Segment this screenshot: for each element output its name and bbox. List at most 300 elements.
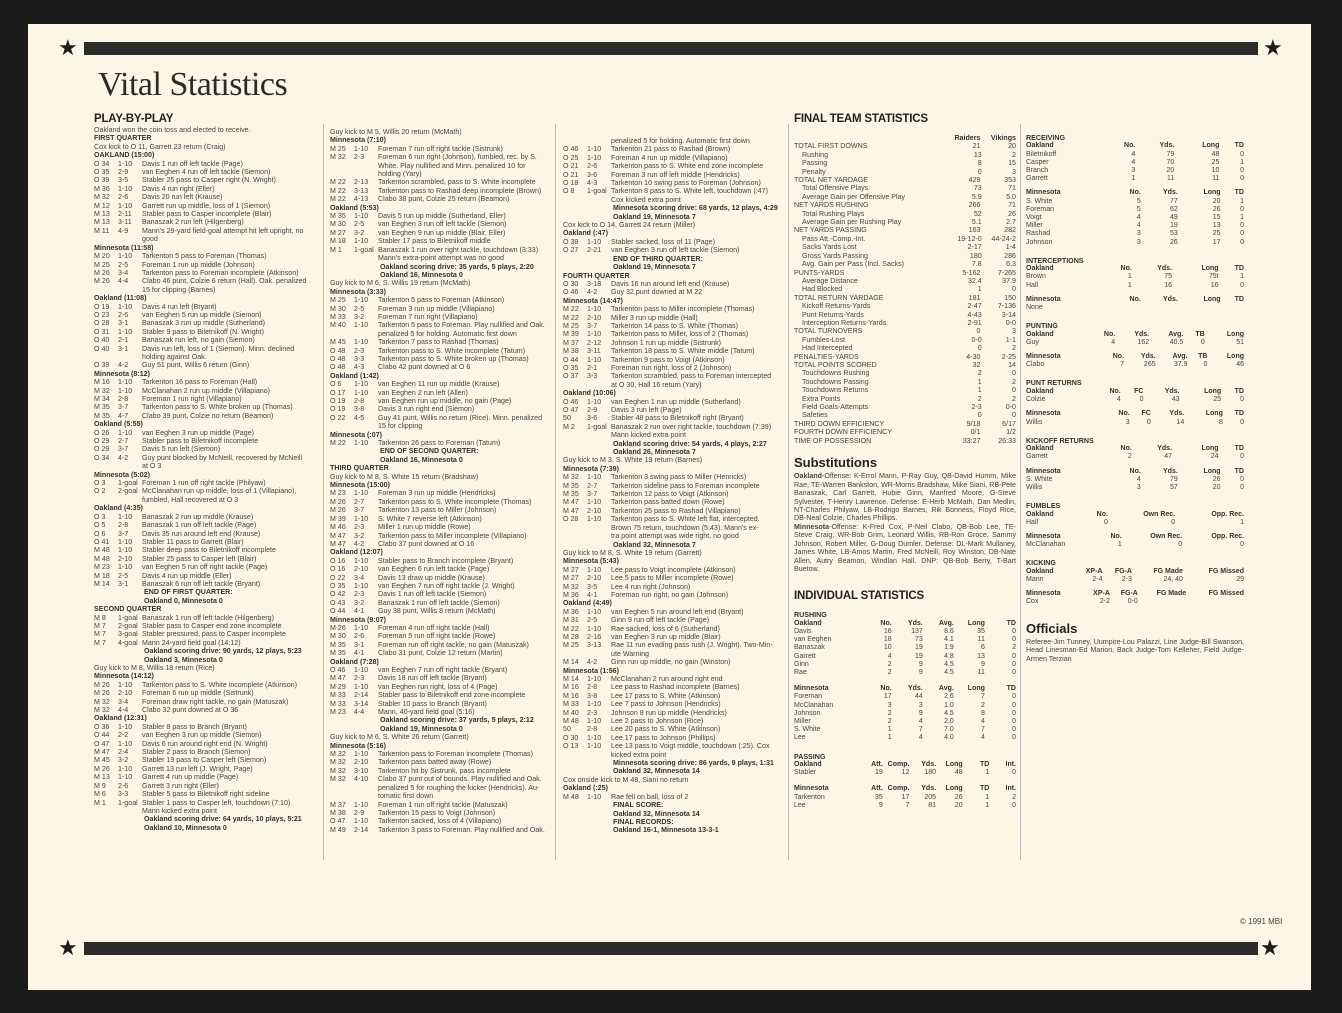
- table-cell: 0: [1240, 238, 1244, 246]
- play-description: Tarkenton hit by Sistrunk, pass incomplete: [378, 766, 511, 775]
- play-description: Foreman run right, no gain (Johnson): [611, 590, 729, 599]
- down-distance: 1-10: [587, 792, 602, 801]
- play-line: [94, 521, 318, 529]
- raiders-value: 7.8: [971, 260, 982, 269]
- play-description: Banaszak 2 run left (Hilgenberg): [142, 218, 244, 227]
- raiders-value: 429: [968, 176, 981, 185]
- header-cell: Minnesota: [1026, 467, 1061, 475]
- field-position: O 23: [94, 310, 110, 319]
- table-cell: 17: [901, 793, 910, 801]
- table-cell: 24, 40: [1163, 575, 1183, 583]
- play-description: Guy 32 punt downed at M 22: [611, 288, 703, 297]
- punt-returns-label: PUNT RETURNS: [1026, 379, 1082, 388]
- table-cell: 75t: [1208, 273, 1219, 281]
- table-cell: 4: [918, 717, 923, 725]
- down-distance: 1-10: [354, 623, 369, 632]
- play-line: [330, 178, 552, 186]
- field-position: M 47: [563, 498, 579, 507]
- table-cell: 1: [1117, 541, 1122, 549]
- table-row: [794, 794, 1016, 802]
- table-cell: Lee: [794, 801, 806, 809]
- play-line: [563, 171, 785, 179]
- header-cell: Comp.: [887, 785, 910, 793]
- down-distance: 1-goal: [354, 245, 374, 254]
- minnesota-table: [1026, 590, 1244, 606]
- play-description: van Eeghen 6 run left tackle (Page): [378, 565, 490, 574]
- down-distance: 2-3: [354, 346, 365, 355]
- table-cell: 10: [1211, 167, 1220, 175]
- down-distance: 1-10: [587, 624, 602, 633]
- play-description: Tarkenton pass to Foreman incomplete (Thomas): [378, 750, 533, 759]
- column-divider: [788, 124, 789, 860]
- play-description: Foreman run right, loss of 2 (Johnson): [611, 363, 732, 372]
- down-distance: 3-2: [354, 312, 365, 321]
- play-note: Brown 75 return, touchdown (5:43). Mann's ex-: [611, 523, 759, 532]
- play-description: Stabler 2 pass to Branch (Siemon): [142, 748, 251, 757]
- play-line: [330, 683, 552, 691]
- team-stat-label: NET YARDS PASSING: [794, 226, 867, 235]
- play-description: Foreman 1 run off right tackle (Matuszak): [378, 800, 508, 809]
- header-cell: TD: [979, 760, 990, 768]
- table-cell: 0: [1012, 693, 1016, 701]
- play-description: van Eeghen 3 run up middle (Siemon): [142, 731, 262, 740]
- play-description: Tarkenton pass batted away (Rowe): [378, 758, 492, 767]
- play-line: [330, 758, 552, 766]
- table-row: [794, 693, 1016, 701]
- vikings-value: 3: [1012, 327, 1016, 336]
- play-description: van Eeghen run up middle, no gain (Page): [378, 397, 512, 405]
- play-line: [330, 347, 552, 355]
- field-position: M 46: [330, 523, 346, 532]
- play-note: Cox onside kick to M 48, Siani no return: [563, 775, 689, 784]
- header-cell: Minnesota: [1026, 353, 1061, 361]
- field-position: O 39: [94, 176, 110, 185]
- header-cell: No.: [1120, 445, 1132, 453]
- play-note: White. Play nullified and Minn. penalized 10 for: [378, 161, 526, 170]
- play-description: Clabo 38 punt, Colzie 25 return (Beamon): [378, 195, 510, 204]
- team-stat-label: Sacks Yards Lost: [802, 243, 857, 252]
- table-cell: 79: [1166, 150, 1175, 158]
- down-distance: 1-goal: [587, 187, 607, 196]
- play-line: [94, 277, 318, 285]
- team-stat-label: Field Goals-Attempts: [802, 403, 869, 411]
- header-cell: Yds.: [1163, 189, 1178, 197]
- header-cell: Yds.: [1157, 445, 1173, 453]
- header-cell: TD: [1234, 142, 1244, 150]
- down-distance: 1-10: [118, 378, 133, 387]
- field-position: M 32: [330, 750, 346, 759]
- play-line: [330, 708, 552, 716]
- drive-summary: Oakland 10, Minnesota 0: [144, 823, 227, 832]
- header-cell: Yds.: [1134, 330, 1150, 338]
- header-cell: Avg.: [938, 685, 954, 693]
- field-position: O 27: [563, 246, 579, 255]
- field-position: O 34: [94, 453, 110, 462]
- down-distance: 2-goal: [118, 487, 138, 496]
- table-cell: 180: [924, 769, 937, 777]
- table-cell: Mann: [1026, 575, 1044, 583]
- field-position: M 25: [330, 144, 346, 153]
- down-distance: 3-13: [354, 186, 369, 195]
- header-cell: Minnesota: [1026, 590, 1061, 598]
- rushing-minnesota-table: [794, 685, 1016, 742]
- play-line: [563, 826, 785, 834]
- drive-summary: Oakland 19, Minnesota 0: [380, 724, 463, 733]
- vikings-value: 71: [1008, 184, 1016, 193]
- vikings-value: 5.0: [1006, 192, 1016, 201]
- play-note: 15 for clipping: [378, 422, 423, 431]
- down-distance: 2-6: [118, 193, 129, 202]
- play-description: Stabler 1 pass to Casper left, touchdown (7:10): [142, 798, 291, 807]
- play-line: [330, 229, 552, 237]
- drive-summary: Oakland 19, Minnesota 7: [613, 212, 696, 221]
- play-line: [563, 557, 785, 565]
- play-line: [563, 667, 785, 675]
- play-description: van Eeghen 3 run off left tackle (Siemon): [611, 246, 740, 255]
- table-cell: 3: [918, 701, 923, 709]
- play-line: [563, 625, 785, 633]
- table-cell: 2: [887, 668, 892, 676]
- raiders-value: 0/1: [970, 428, 981, 437]
- play-description: Banaszak 1 run off left tackle (Hilgenberg): [142, 613, 274, 622]
- field-position: O 25: [563, 153, 579, 162]
- play-description: Davis 13 draw up middle (Krause): [378, 573, 485, 582]
- table-row: [1026, 222, 1244, 230]
- header-cell: No.: [880, 619, 892, 627]
- stats-table: [794, 785, 1016, 810]
- play-line: [330, 565, 552, 573]
- down-distance: 1-10: [587, 742, 602, 751]
- play-line: [563, 784, 785, 792]
- stats-table: [1026, 353, 1244, 369]
- down-distance: 2-21: [587, 246, 602, 255]
- section-label: Minnesota (8:12): [94, 369, 150, 378]
- field-position: O 19: [330, 405, 346, 414]
- field-position: M 27: [330, 228, 346, 237]
- down-distance: 2-13: [354, 178, 369, 187]
- team-stat-label: PENALTIES-YARDS: [794, 352, 859, 361]
- drive-summary: Oakland 16, Minnesota 0: [380, 455, 463, 464]
- section-label: Minnesota (5:43): [563, 557, 619, 566]
- table-cell: 0: [1012, 801, 1016, 809]
- table-cell: [1141, 304, 1178, 312]
- field-position: M 26: [330, 497, 346, 506]
- table-cell: Lee: [794, 734, 806, 742]
- table-cell: Johnson: [794, 709, 821, 717]
- drive-summary: Oakland 32, Minnesota 7: [613, 540, 696, 549]
- down-distance: 2-9: [118, 168, 129, 177]
- drive-summary: Oakland 32, Minnesota 14: [613, 767, 700, 776]
- team-stat-row: [794, 243, 1016, 251]
- field-position: M 32: [563, 473, 579, 482]
- header-cell: Yds.: [1169, 410, 1185, 418]
- play-line: [563, 591, 785, 599]
- team-stat-label: Had Intercepted: [802, 344, 853, 353]
- minnesota-table: [1026, 410, 1244, 426]
- down-distance: 1-10: [587, 700, 602, 709]
- field-position: O 19: [330, 397, 346, 405]
- field-position: 50: [563, 414, 571, 423]
- play-line: [330, 498, 552, 506]
- play-note: holding against Oak.: [142, 352, 207, 361]
- field-position: O 30: [563, 733, 579, 742]
- stats-table: [1026, 296, 1244, 312]
- down-distance: 1-10: [587, 607, 602, 616]
- down-distance: 3-4: [354, 573, 365, 582]
- play-line: [94, 143, 318, 151]
- raiders-value: 5.1: [971, 218, 982, 227]
- table-row: [1026, 214, 1244, 222]
- play-line: [330, 321, 552, 329]
- table-cell: 2: [1127, 453, 1132, 461]
- table-cell: Hall: [1026, 518, 1039, 526]
- table-row: [794, 702, 1016, 710]
- table-cell: 0: [1012, 627, 1016, 635]
- table-cell: Casper: [1026, 158, 1049, 166]
- down-distance: 1-10: [118, 184, 133, 193]
- field-position: M 47: [330, 674, 346, 683]
- play-line: [563, 801, 785, 809]
- field-position: O 46: [330, 666, 346, 674]
- section-label: Minnesota (7:39): [563, 464, 619, 473]
- play-line: [563, 532, 785, 540]
- play-line: [94, 176, 318, 184]
- play-note: good: [142, 235, 158, 244]
- play-description: Foreman 6 run up middle (Sistrunk): [142, 689, 254, 698]
- down-distance: 3-1: [118, 344, 129, 353]
- team-stat-row: [794, 235, 1016, 243]
- table-cell: 4.8: [944, 652, 954, 660]
- down-distance: 2-8: [587, 725, 598, 734]
- field-position: O 22: [330, 573, 346, 582]
- table-row: [1026, 484, 1244, 492]
- field-position: M 22: [563, 313, 579, 322]
- table-cell: 7: [981, 693, 985, 701]
- play-description: van Eeghen 5 run up middle (Siemon): [142, 310, 262, 319]
- section-label: Minnesota (1:56): [563, 666, 619, 675]
- table-cell: 3: [1131, 167, 1136, 175]
- table-row: [1026, 541, 1244, 549]
- vikings-value: 15: [1008, 159, 1016, 168]
- play-note: penalized 5 for holding. Automatic first down: [378, 329, 517, 338]
- play-description: Lee 5 pass to Miller incomplete (Rowe): [611, 574, 734, 583]
- play-description: van Eeghen 5 run around left end (Bryant): [611, 607, 744, 616]
- play-note: Cox kick to O 11, Garrett 23 return (Craig): [94, 142, 226, 151]
- play-description: Tarkenton 3 swing pass to Miller (Henricks): [611, 473, 747, 482]
- team-stats-column: [794, 112, 1016, 810]
- header-cell: Minnesota: [1026, 189, 1061, 197]
- play-note: Cox kicked extra point: [611, 195, 681, 204]
- down-distance: 3-5: [118, 176, 129, 185]
- stats-table: [1026, 142, 1244, 183]
- field-position: M 26: [330, 623, 346, 632]
- down-distance: 2-10: [354, 758, 369, 767]
- field-position: M 22: [563, 624, 579, 633]
- table-cell: 26: [954, 793, 963, 801]
- table-header-row: [1026, 410, 1244, 418]
- kicking-label: KICKING: [1026, 559, 1056, 568]
- section-label: Oakland (12:31): [94, 714, 147, 723]
- field-position: M 32: [330, 758, 346, 767]
- table-cell: 4: [1136, 475, 1141, 483]
- table-cell: 0-0: [1127, 598, 1138, 606]
- table-cell: 2.0: [944, 717, 954, 725]
- table-row: [794, 661, 1016, 669]
- table-cell: 57: [1170, 483, 1178, 491]
- field-position: M 1: [94, 798, 106, 807]
- play-line: [330, 691, 552, 699]
- play-description: Lee 17 pass to S. White (Atkinson): [611, 691, 721, 700]
- section-label: Minnesota (14:47): [563, 296, 623, 305]
- field-position: O 37: [563, 372, 579, 381]
- play-line: [563, 322, 785, 330]
- section-label: FIRST QUARTER: [94, 134, 152, 143]
- field-position: M 7: [94, 630, 106, 639]
- play-description: Foreman 4 run up middle (Villapiano): [611, 153, 728, 162]
- play-description: Foreman 3 run up middle (Villapiano): [378, 304, 495, 313]
- table-row: [1026, 396, 1244, 404]
- header-cell: Long: [1203, 189, 1221, 197]
- table-cell: 20: [1212, 483, 1221, 491]
- column-divider: [323, 124, 324, 860]
- play-line: [563, 330, 785, 338]
- field-position: M 32: [94, 706, 110, 715]
- play-description: Tarkenton scrambled, pass to S. White incomplete: [378, 178, 536, 187]
- team-stat-row: [794, 226, 1016, 234]
- table-cell: Miller: [794, 717, 811, 725]
- field-position: O 47: [330, 817, 346, 826]
- team-stat-row: [794, 218, 1016, 226]
- play-line: [94, 706, 318, 714]
- down-distance: 1-10: [354, 682, 369, 691]
- field-position: M 35: [330, 640, 346, 649]
- header-cell: TD: [1234, 387, 1244, 395]
- section-label: Minnesota (11:58): [94, 243, 154, 252]
- header-cell: Oakland: [794, 760, 822, 768]
- play-description: Lee 4 run right (Johnson): [611, 582, 691, 591]
- play-line: [330, 464, 552, 472]
- field-position: O 35: [94, 168, 110, 177]
- play-note: fumbled, Hall recovered at O 3: [142, 495, 239, 504]
- kickoff-returns-block: [1026, 437, 1244, 492]
- play-line: [94, 731, 318, 739]
- table-cell: Rashad: [1026, 230, 1051, 238]
- table-cell: 4: [1111, 338, 1116, 346]
- play-description: Garrett 13 run left (J. Wright, Page): [142, 764, 253, 773]
- header-cell: Long: [1203, 467, 1221, 475]
- table-cell: 3: [1136, 238, 1141, 246]
- play-line: [330, 742, 552, 750]
- down-distance: 3-5: [587, 582, 598, 591]
- play-line: [563, 473, 785, 481]
- minnesota-table: [1026, 533, 1244, 549]
- table-header-row: [1026, 189, 1244, 197]
- field-position: O 46: [563, 397, 579, 406]
- team-stat-row: [794, 395, 1016, 403]
- play-description: Banaszak run left, no gain (Siemon): [142, 336, 255, 345]
- play-line: [330, 363, 552, 371]
- down-distance: 1-10: [118, 722, 133, 731]
- vikings-value: 0: [1012, 369, 1016, 378]
- raiders-value: 19-12-0: [957, 234, 982, 243]
- play-description: Lee 7 pass to Johnson (Hendricks): [611, 700, 721, 709]
- table-cell: 2: [981, 701, 985, 709]
- play-line: [330, 809, 552, 817]
- play-line: [330, 389, 552, 397]
- play-line: [330, 330, 552, 338]
- field-position: O 3: [94, 512, 106, 521]
- team-stat-label: Safeties: [802, 411, 828, 420]
- play-line: [330, 599, 552, 607]
- field-position: O 48: [330, 363, 346, 372]
- table-header-row: [794, 620, 1016, 628]
- field-position: O 6: [94, 529, 106, 538]
- table-cell: 4: [1136, 222, 1141, 230]
- down-distance: 4-2: [118, 361, 129, 370]
- header-cell: Long: [967, 619, 985, 627]
- table-cell: 1: [1131, 175, 1136, 183]
- play-description: S. White 7 reverse left (Atkinson): [378, 514, 482, 523]
- play-description: Tarkenton 18 pass to S. White middle (Tatum): [611, 347, 755, 356]
- field-position: O 46: [563, 145, 579, 154]
- play-description: van Eeghen 4 run off left tackle (Siemon): [142, 168, 271, 177]
- header-cell: FG Made: [1153, 567, 1183, 575]
- field-position: M 22: [330, 195, 346, 204]
- down-distance: 1-10: [118, 159, 133, 168]
- play-description: Guy punt blocked by McNeill, recovered by McNeill: [142, 453, 303, 462]
- down-distance: 3-3: [118, 790, 129, 799]
- play-note: at O 3: [142, 462, 162, 471]
- team-stat-label: Passing: [802, 159, 828, 168]
- table-row: [1026, 159, 1244, 167]
- play-line: [94, 218, 318, 226]
- substitutions-minnesota: [794, 523, 1016, 573]
- play-description: van Eeghen 11 run up middle (Krause): [378, 380, 500, 389]
- field-position: M 35: [563, 481, 579, 490]
- play-line: [94, 269, 318, 277]
- down-distance: 4-9: [118, 226, 129, 235]
- header-cell: Att.: [871, 760, 883, 768]
- table-cell: Colzie: [1026, 396, 1046, 404]
- table-cell: 9: [918, 709, 923, 717]
- field-position: M 30: [330, 304, 346, 313]
- table-cell: 2: [887, 717, 892, 725]
- table-cell: 0: [1200, 338, 1205, 346]
- play-line: [94, 605, 318, 613]
- header-cell: Long: [1202, 142, 1220, 150]
- play-description: Stabler pass to Biletnikoff incomplete: [142, 437, 259, 446]
- down-distance: 3-8: [354, 405, 365, 414]
- field-position: M 14: [94, 579, 110, 588]
- field-position: O 29: [94, 445, 110, 454]
- play-line: [563, 389, 785, 397]
- table-header-row: [1026, 533, 1244, 541]
- field-position: M 13: [94, 210, 110, 219]
- table-cell: 0: [1012, 701, 1016, 709]
- field-position: O 48: [330, 354, 346, 363]
- down-distance: 1-10: [587, 330, 602, 339]
- play-note: Guy kick to M 3, S. White 19 return (Barnes): [563, 456, 703, 465]
- header-cell: Minnesota: [1026, 532, 1061, 540]
- bottom-rule: [84, 942, 1258, 955]
- table-cell: 4.5: [944, 668, 954, 676]
- minnesota-table: [1026, 353, 1244, 369]
- stats-table: [1026, 511, 1244, 527]
- header-cell: Oakland: [1026, 330, 1054, 338]
- table-cell: 8: [1218, 418, 1223, 426]
- play-line: [330, 204, 552, 212]
- down-distance: 1-10: [354, 237, 369, 246]
